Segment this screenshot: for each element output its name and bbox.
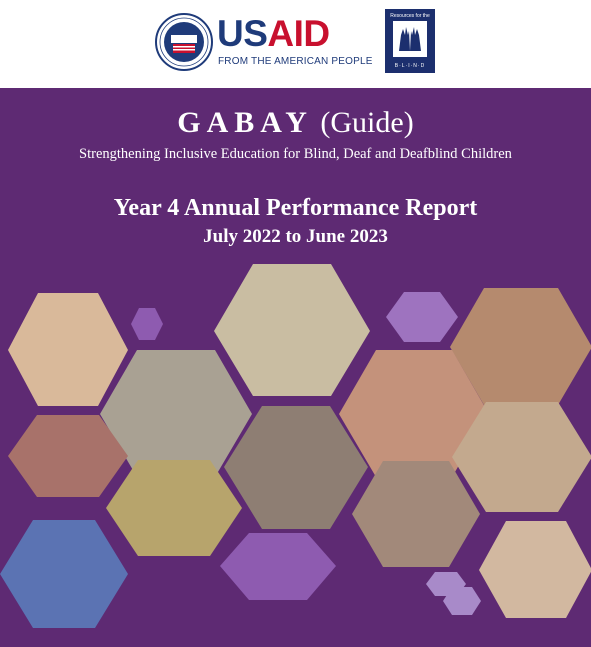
usaid-seal-logo xyxy=(155,13,213,71)
resources-for-the-blind-logo xyxy=(385,9,435,73)
usaid-tagline: FROM THE AMERICAN PEOPLE xyxy=(218,56,373,67)
photo-hex-medical-students xyxy=(0,520,128,628)
accent-hex-medium xyxy=(386,292,458,342)
accent-hex-large xyxy=(220,533,336,600)
hands-icon xyxy=(393,21,427,57)
cover-title-main: GABAY xyxy=(177,106,313,139)
cover-title xyxy=(0,106,591,140)
photo-hex-training-room xyxy=(106,460,242,556)
rftb-bottom-text: B·L·I·N·D xyxy=(394,63,426,69)
usaid-wordmark xyxy=(217,14,330,54)
photo-hex-tutoring-child xyxy=(214,264,370,396)
cover-title-paren: (Guide) xyxy=(320,106,414,139)
logo-header xyxy=(0,0,591,88)
rftb-top-text: Resources for the xyxy=(390,13,430,19)
usaid-word-us: US xyxy=(217,13,268,54)
photo-hex-classroom xyxy=(352,461,480,567)
usaid-word-aid: AID xyxy=(267,13,330,54)
accent-hex-small xyxy=(131,308,163,340)
report-title: Year 4 Annual Performance Report xyxy=(113,195,478,221)
purple-cover-area xyxy=(0,88,591,647)
report-period: July 2022 to June 2023 xyxy=(203,226,388,247)
photo-hex-boy-portrait xyxy=(8,293,128,406)
cover-subtitle: Strengthening Inclusive Education for Blind, Deaf and Deafblind Children xyxy=(79,146,512,162)
photo-hex-girls-reading xyxy=(479,521,591,618)
photo-hexagon-collage xyxy=(0,88,591,647)
